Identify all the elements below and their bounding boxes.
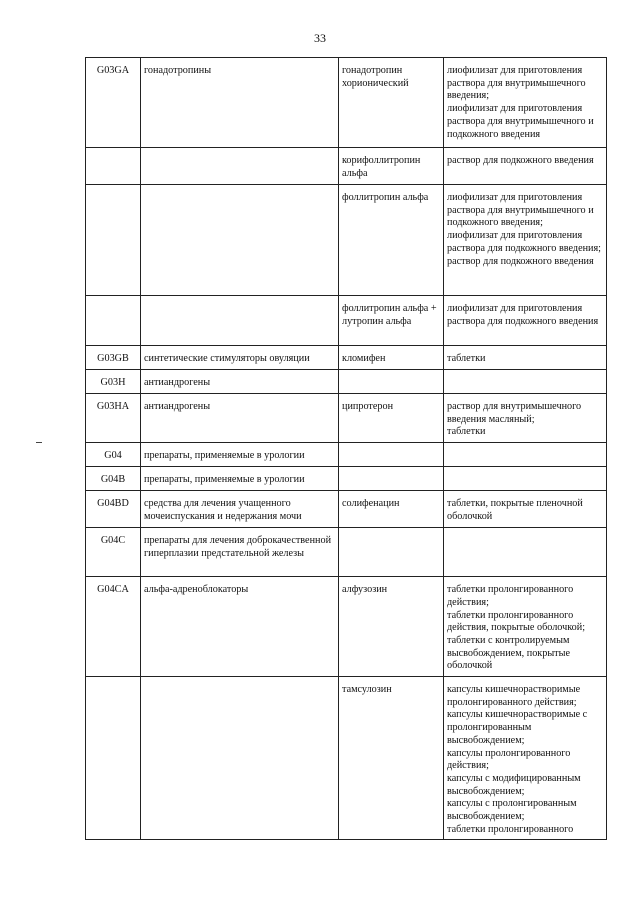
margin-mark <box>36 442 42 443</box>
table-row <box>86 370 607 394</box>
dosage-form <box>444 467 607 491</box>
atc-code <box>86 677 141 840</box>
drug-name <box>339 443 444 467</box>
table-row <box>86 528 607 577</box>
atc-code: G03HA <box>86 394 141 443</box>
pharmacological-group: гонадотропины <box>141 58 339 148</box>
dosage-form <box>444 370 607 394</box>
pharmacological-group: синтетические стимуляторы овуляции <box>141 346 339 370</box>
atc-code <box>86 296 141 346</box>
table-row <box>86 577 607 677</box>
dosage-form: раствор для подкожного введения <box>444 148 607 185</box>
drug-name: фоллитропин альфа + лутропин альфа <box>339 296 444 346</box>
table-row <box>86 346 607 370</box>
pharmacological-group: препараты для лечения доброкачественной гиперплазии предстательной железы <box>141 528 339 577</box>
drug-name: фоллитропин альфа <box>339 185 444 296</box>
pharmacological-group: средства для лечения учащенного мочеиспускания и недержания мочи <box>141 491 339 528</box>
table-row <box>86 185 607 296</box>
atc-code <box>86 148 141 185</box>
dosage-form: таблетки, покрытые пленочной оболочкой <box>444 491 607 528</box>
atc-code: G03H <box>86 370 141 394</box>
atc-code: G03GB <box>86 346 141 370</box>
drug-name: тамсулозин <box>339 677 444 840</box>
pharmacological-group <box>141 148 339 185</box>
drug-name: алфузозин <box>339 577 444 677</box>
table-row <box>86 491 607 528</box>
table-row <box>86 394 607 443</box>
dosage-form <box>444 528 607 577</box>
pharmacological-group: препараты, применяемые в урологии <box>141 443 339 467</box>
dosage-form: лиофилизат для приготовления раствора для подкожного введения <box>444 296 607 346</box>
dosage-form: таблетки <box>444 346 607 370</box>
dosage-form: лиофилизат для приготовления раствора для внутримышечного и подкожного введения; лиофилизат для приготовления раствора для подкожного введения; раствор для подкожного введения <box>444 185 607 296</box>
pharmacological-group <box>141 296 339 346</box>
dosage-form <box>444 443 607 467</box>
table-row <box>86 58 607 148</box>
pharmacological-group <box>141 185 339 296</box>
drug-name: кломифен <box>339 346 444 370</box>
drug-name <box>339 370 444 394</box>
drug-name: корифоллитропин альфа <box>339 148 444 185</box>
table-row <box>86 467 607 491</box>
pharmacological-group: альфа-адреноблокаторы <box>141 577 339 677</box>
drug-name: солифенацин <box>339 491 444 528</box>
drug-name: гонадотропин хорионический <box>339 58 444 148</box>
atc-code: G04CA <box>86 577 141 677</box>
table-row <box>86 677 607 840</box>
atc-code: G03GA <box>86 58 141 148</box>
pharmacological-group: антиандрогены <box>141 370 339 394</box>
dosage-form: лиофилизат для приготовления раствора для внутримышечного введения; лиофилизат для приготовления раствора для внутримышечного и подкожного введения <box>444 58 607 148</box>
pharmacological-group <box>141 677 339 840</box>
pharmacological-group: антиандрогены <box>141 394 339 443</box>
dosage-form: таблетки пролонгированного действия; таблетки пролонгированного действия, покрытые оболочкой; таблетки с контролируемым высвобождением, покрытые оболочкой <box>444 577 607 677</box>
drug-name <box>339 467 444 491</box>
drug-name: ципротерон <box>339 394 444 443</box>
dosage-form: раствор для внутримышечного введения масляный; таблетки <box>444 394 607 443</box>
atc-code: G04BD <box>86 491 141 528</box>
atc-code: G04B <box>86 467 141 491</box>
pharmacological-group: препараты, применяемые в урологии <box>141 467 339 491</box>
atc-code: G04C <box>86 528 141 577</box>
drug-table <box>85 57 607 840</box>
table-row <box>86 148 607 185</box>
table-row <box>86 443 607 467</box>
atc-code <box>86 185 141 296</box>
atc-code: G04 <box>86 443 141 467</box>
dosage-form: капсулы кишечнорастворимые пролонгированного действия; капсулы кишечнорастворимые с пролонгированным высвобождением; капсулы пролонгированного действия; капсулы с модифицированным высвобождением; капсулы с пролонгированным высвобождением; таблетки пролонгированного <box>444 677 607 840</box>
page-number: 33 <box>314 31 326 45</box>
drug-name <box>339 528 444 577</box>
table-row <box>86 296 607 346</box>
